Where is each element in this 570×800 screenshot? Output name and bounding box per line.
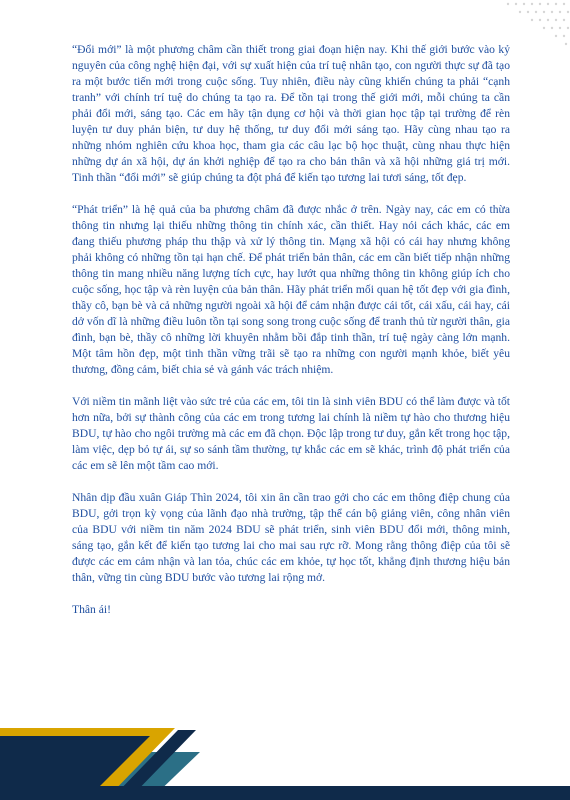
footer-navy-base bbox=[0, 786, 570, 800]
closing-line: Thân ái! bbox=[72, 603, 111, 616]
letter-body bbox=[72, 42, 510, 634]
paragraph-doi-moi: “Đổi mới” là một phương châm cần thiết trong giai đoạn hiện nay. Khi thế giới bước vào kỷ nguyên của công nghệ hiện đại, với sự xuất hiện của trí tuệ nhân tạo, con người thực sự đã tạo ra một bước tiến mới trong cuộc sống. Tuy nhiên, điều này cũng khiến chúng ta phải “cạnh tranh” với chính trí tuệ do chúng ta tạo ra. Để tồn tại trong thế giới mới, mỗi chúng ta cần phải đổi mới, sáng tạo. Các em hãy tận dụng cơ hội và thời gian học tập tại trường để rèn luyện tư duy phản biện, tư duy hệ thống, tư duy đổi mới sáng tạo. Hãy cùng nhau tạo ra những nhóm nghiên cứu khoa học, tham gia các câu lạc bộ học thuật, cùng nhau thực hiện những dự án xã hội, dự án khởi nghiệp để tạo ra cho bản thân và xã hội những giá trị mới. Tinh thần “đổi mới” sẽ giúp chúng ta đột phá để kiến tạo tương lai tươi sáng, tốt đẹp. bbox=[72, 43, 510, 184]
footer-decoration bbox=[0, 690, 570, 800]
paragraph-thong-diep: Nhân dịp đầu xuân Giáp Thìn 2024, tôi xin ân cần trao gởi cho các em thông điệp chung của BDU, gởi trọn kỳ vọng của lãnh đạo nhà trường, tập thể cán bộ giảng viên, công nhân viên của BDU với niềm tin năm 2024 BDU sẽ phát triển, sinh viên BDU đổi mới, thông minh, sáng tạo, gắn kết để kiến tạo tương lai cho mai sau rực rỡ. Mong rằng thông điệp của tôi sẽ được các em cảm nhận và lan tỏa, chúc các em khỏe, tự học tốt, khẳng định thương hiệu bản thân, vững tin cùng BDU bước vào tương lai rộng mở. bbox=[72, 491, 510, 584]
paragraph-phat-trien: “Phát triển” là hệ quả của ba phương châm đã được nhắc ở trên. Ngày nay, các em có thừa thông tin nhưng lại thiếu những thông tin chính xác, cần thiết. Hay nói cách khác, các em đang thiếu phương pháp thu thập và xử lý thông tin. Mạng xã hội có cái hay nhưng không phải không có những tồn tại hạn chế. Để phát triển bản thân, các em cần biết tiếp nhận những thông tin mang nhiều năng lượng tích cực, hay lướt qua những thông tin không giúp ích cho cuộc sống, học tập và rèn luyện của bản thân. Hãy phát triển mối quan hệ tốt đẹp với gia đình, thầy cô, bạn bè và cả những người ngoài xã hội để cảm nhận được cái tốt, cái xấu, cái hay, cái dở vốn dĩ là những điều luôn tồn tại song song trong cuộc sống để tranh thủ từ người thân, gia đình, bạn bè, thầy cô những lời khuyên nhằm bồi đắp tinh thần, trí tuệ ngày càng lớn mạnh. Một tâm hồn đẹp, một tinh thần vững trãi sẽ tạo ra những con người mạnh khỏe, biết yêu thương, đồng cảm, biết chia sẻ và gánh vác trách nhiệm. bbox=[72, 203, 510, 376]
paragraph-niem-tin: Với niềm tin mãnh liệt vào sức trẻ của các em, tôi tin là sinh viên BDU có thể làm được và tốt hơn nữa, bởi sự thành công của các em trong tương lai chính là niềm tự hào cho thương hiệu BDU, tự hào cho ngôi trường mà các em đã chọn. Độc lập trong tư duy, gắn kết trong học tập, làm việc, dẹp bỏ tự ái, sự so sánh tầm thường, tự khắc các em sẽ khác, trình độ phát triển của các em sẽ lên một tầm cao mới. bbox=[72, 395, 510, 472]
corner-dot-pattern bbox=[500, 0, 570, 50]
